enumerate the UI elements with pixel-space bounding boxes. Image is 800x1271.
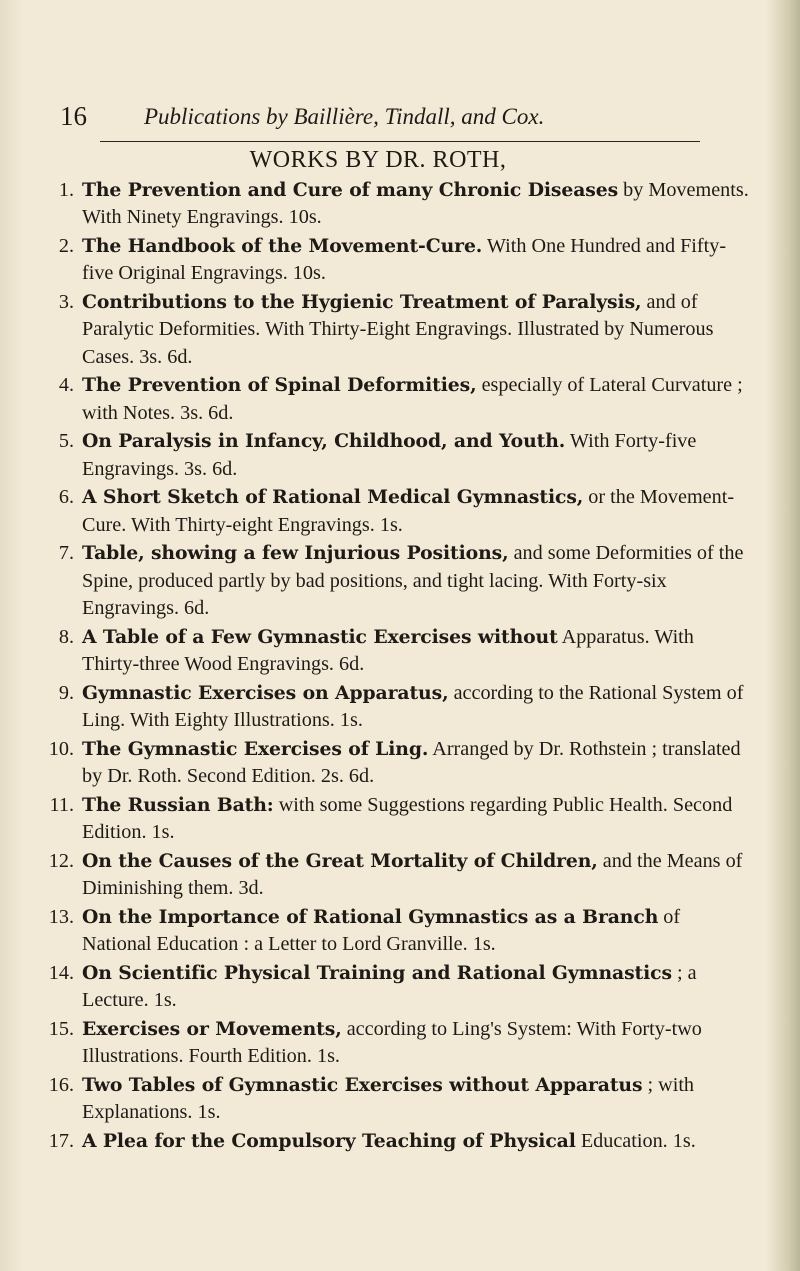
- list-item: [40, 680, 750, 735]
- item-number: 11.: [49, 793, 74, 816]
- list-item: [40, 1016, 750, 1071]
- item-title: A Table of a Few Gymnastic Exercises without: [82, 625, 558, 648]
- item-title: The Prevention of Spinal Deformities,: [82, 374, 477, 397]
- page-edge-left: [0, 0, 22, 1271]
- item-price: 3d.: [238, 877, 264, 900]
- item-description: Apparatus. With Thirty-three Wood Engravings.: [82, 625, 694, 676]
- item-number: 17.: [48, 1129, 74, 1152]
- item-number: 8.: [58, 625, 74, 648]
- list-item: [40, 289, 750, 371]
- item-title: The Prevention and Cure of many Chronic Diseases: [82, 179, 619, 201]
- item-title: Two Tables of Gymnastic Exercises without Apparatus: [82, 1073, 643, 1096]
- item-description: and of Paralytic Deformities. With Thirty-Eight Engravings. Illustrated by Numerous Cases.: [82, 291, 714, 368]
- item-title: Contributions to the Hygienic Treatment of Paralysis,: [82, 291, 642, 313]
- item-title: On Paralysis in Infancy, Childhood, and Youth.: [82, 430, 566, 453]
- item-description: according to Ling's System: With Forty-two Illustrations. Fourth Edition.: [82, 1017, 702, 1068]
- list-item: [40, 540, 750, 622]
- item-title: On Scientific Physical Training and Rational Gymnastics: [82, 961, 672, 984]
- list-item: [40, 624, 750, 679]
- item-price: 3s. 6d.: [184, 457, 238, 480]
- running-title: Publications by Baillière, Tindall, and Cox.: [144, 104, 545, 129]
- item-number: 15.: [48, 1017, 74, 1040]
- item-title: On the Causes of the Great Mortality of Children,: [82, 849, 598, 872]
- section-heading: WORKS BY DR. ROTH,: [249, 147, 507, 173]
- list-item: [40, 960, 750, 1015]
- item-title: Gymnastic Exercises on Apparatus,: [82, 681, 449, 704]
- list-item: [40, 1072, 750, 1127]
- item-price: 1s.: [151, 821, 175, 844]
- item-description: with some Suggestions regarding Public Health. Second Edition.: [82, 793, 733, 844]
- item-title: The Gymnastic Exercises of Ling.: [82, 737, 429, 760]
- header-rule: [100, 141, 700, 142]
- list-item: [40, 736, 750, 791]
- item-price: 10s.: [288, 206, 322, 229]
- item-title: Table, showing a few Injurious Positions,: [82, 542, 509, 565]
- item-number: 16.: [48, 1073, 74, 1096]
- item-title: A Short Sketch of Rational Medical Gymnastics,: [82, 486, 584, 509]
- item-description: and the Means of Diminishing them.: [82, 849, 743, 900]
- item-title: On the Importance of Rational Gymnastics as a Branch: [82, 905, 659, 928]
- item-price: 1s.: [472, 933, 496, 956]
- item-title: The Russian Bath:: [82, 793, 274, 816]
- item-description: of National Education : a Letter to Lord Granville.: [82, 905, 681, 956]
- item-price: 10s.: [292, 262, 326, 285]
- item-price: 2s. 6d.: [320, 765, 375, 788]
- item-description: and some Deformities of the Spine, produced partly by bad positions, and tight lacing. With Forty-six Engravings.: [82, 542, 744, 620]
- list-item: [40, 233, 750, 288]
- item-number: 2.: [58, 235, 74, 257]
- item-title: Exercises or Movements,: [82, 1017, 342, 1040]
- item-number: 12.: [48, 849, 74, 872]
- list-item: [40, 848, 750, 903]
- item-number: 1.: [58, 179, 74, 201]
- item-number: 6.: [58, 486, 74, 509]
- item-number: 9.: [58, 681, 74, 704]
- item-number: 4.: [58, 374, 74, 397]
- list-item: [40, 372, 750, 427]
- list-item: [40, 177, 750, 232]
- item-price: 3s. 6d.: [180, 401, 234, 424]
- item-price: 1s.: [672, 1129, 696, 1152]
- item-price: 1s.: [316, 1045, 340, 1068]
- item-description: by Movements. With Ninety Engravings.: [82, 179, 749, 229]
- item-price: 6d.: [184, 597, 210, 620]
- page-number: 16: [60, 101, 87, 131]
- item-price: 1s.: [379, 513, 403, 536]
- list-item: [40, 904, 750, 959]
- item-price: 6d.: [339, 653, 365, 676]
- item-title: A Plea for the Compulsory Teaching of Physical: [82, 1129, 576, 1152]
- item-description: ; with Explanations.: [82, 1073, 695, 1124]
- item-description: according to the Rational System of Ling. With Eighty Illustrations.: [82, 681, 744, 732]
- item-description: With Forty-five Engravings.: [82, 430, 697, 480]
- item-number: 10.: [48, 737, 74, 760]
- item-number: 3.: [58, 291, 74, 313]
- item-price: 3s. 6d.: [139, 345, 193, 368]
- item-price: 1s.: [197, 1101, 221, 1124]
- item-description: Education.: [580, 1129, 668, 1152]
- list-item: [40, 484, 750, 539]
- list-item: [40, 1128, 750, 1155]
- works-list: [40, 177, 750, 1156]
- item-description: or the Movement-Cure. With Thirty-eight Engravings.: [82, 486, 735, 536]
- item-number: 14.: [48, 961, 74, 984]
- page-edge-right: [766, 0, 800, 1271]
- item-description: especially of Lateral Curvature ; with Notes.: [82, 374, 743, 424]
- list-item: [40, 428, 750, 483]
- item-title: The Handbook of the Movement-Cure.: [82, 235, 483, 257]
- page-header: [60, 100, 730, 140]
- item-price: 1s.: [339, 709, 363, 732]
- item-description: With One Hundred and Fifty-five Original Engravings.: [82, 235, 727, 285]
- item-description: Arranged by Dr. Rothstein ; translated by Dr. Roth. Second Edition.: [82, 737, 741, 788]
- item-description: ; a Lecture.: [82, 961, 697, 1012]
- item-number: 13.: [48, 905, 74, 928]
- item-number: 7.: [58, 542, 74, 565]
- item-number: 5.: [58, 430, 74, 453]
- item-price: 1s.: [153, 989, 177, 1012]
- list-item: [40, 792, 750, 847]
